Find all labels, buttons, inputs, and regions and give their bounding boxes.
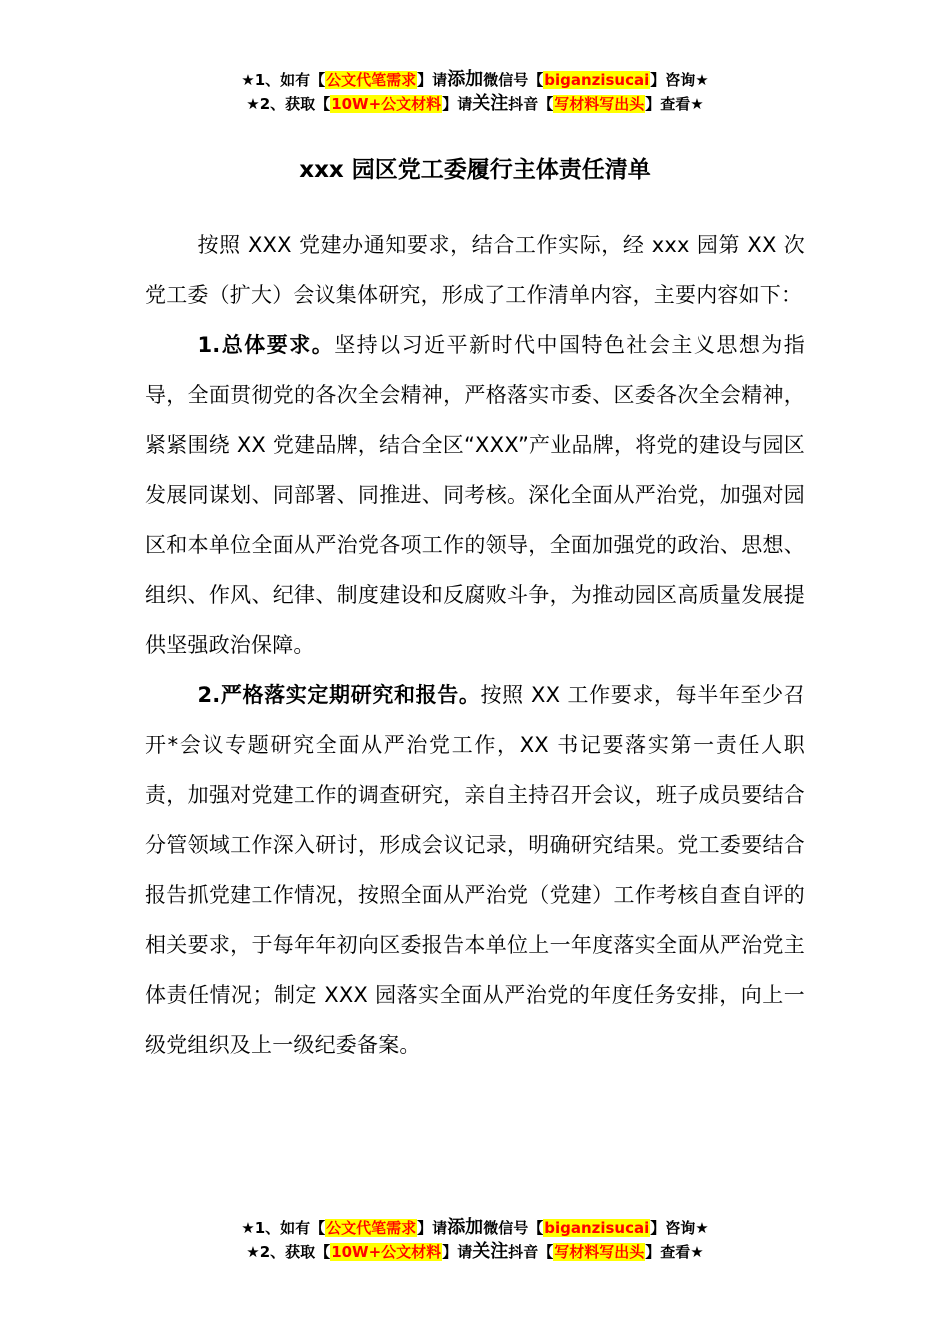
section-paragraph-1 — [145, 320, 805, 670]
banner-text: 抖音【 — [508, 1243, 554, 1261]
section-paragraph-2 — [145, 670, 805, 1070]
banner-wechat-id: biganzisucai — [544, 71, 650, 89]
banner-text: ★1、如有【 — [241, 71, 326, 89]
banner-text: 】请 — [442, 1243, 473, 1261]
banner-text: ★2、获取【 — [246, 95, 331, 113]
banner-text: 】请 — [442, 95, 473, 113]
banner-emphasis: 添加 — [447, 69, 484, 90]
banner-text: ★1、如有【 — [241, 1219, 326, 1237]
banner-line-2 — [0, 92, 950, 116]
banner-text: 】查看★ — [645, 95, 704, 113]
banner-text: 】咨询★ — [650, 1219, 709, 1237]
banner-text: 】查看★ — [645, 1243, 704, 1261]
intro-paragraph: 按照 XXX 党建办通知要求，结合工作实际，经 xxx 园第 XX 次党工委（扩大）会议集体研究，形成了工作清单内容，主要内容如下： — [145, 233, 805, 307]
banner-douyin-id: 写材料写出头 — [554, 1243, 645, 1261]
banner-douyin-id: 写材料写出头 — [554, 95, 645, 113]
banner-highlight: 10W+公文材料 — [331, 95, 442, 113]
banner-highlight: 10W+公文材料 — [331, 1243, 442, 1261]
banner-text: 】请 — [417, 1219, 448, 1237]
footer-banner — [0, 1216, 950, 1264]
section-text: 按照 XX 工作要求，每半年至少召开*会议专题研究全面从严治党工作，XX 书记要落实第一责任人职责，加强对党建工作的调查研究，亲自主持召开会议，班子成员要结合分管领域工作深入研讨，形成会议记录，明确研究结果。党工委要结合报告抓党建工作情况，按照全面从严治党（党建）工作考核自查自评的相关要求，于每年年初向区委报告本单位上一年度落实全面从严治党主体责任情况；制定 XXX 园落实全面从严治党的年度任务安排，向上一级党组织及上一级纪委备案。 — [145, 683, 805, 1057]
section-heading: 1.总体要求。 — [197, 333, 335, 357]
banner-emphasis: 关注 — [472, 1241, 509, 1262]
banner-line-1 — [0, 68, 950, 92]
banner-text: 】请 — [417, 71, 448, 89]
banner-line-2 — [0, 1240, 950, 1264]
banner-highlight: 公文代笔需求 — [326, 1219, 417, 1237]
banner-text: ★2、获取【 — [246, 1243, 331, 1261]
section-text: 坚持以习近平新时代中国特色社会主义思想为指导，全面贯彻党的各次全会精神，严格落实市委、区委各次全会精神，紧紧围绕 XX 党建品牌，结合全区“XXX”产业品牌，将党的建设与园区发展同谋划、同部署、同推进、同考核。深化全面从严治党，加强对园区和本单位全面从严治党各项工作的领导，全面加强党的政治、思想、组织、作风、纪律、制度建设和反腐败斗争，为推动园区高质量发展提供坚强政治保障。 — [145, 333, 805, 657]
banner-highlight: 公文代笔需求 — [326, 71, 417, 89]
banner-line-1 — [0, 1216, 950, 1240]
document-body — [145, 220, 805, 1070]
banner-emphasis: 关注 — [472, 93, 509, 114]
section-heading: 2.严格落实定期研究和报告。 — [197, 683, 481, 707]
banner-text: 】咨询★ — [650, 71, 709, 89]
banner-text: 抖音【 — [508, 95, 554, 113]
banner-emphasis: 添加 — [447, 1217, 484, 1238]
banner-text: 微信号【 — [483, 1219, 544, 1237]
banner-wechat-id: biganzisucai — [544, 1219, 650, 1237]
banner-text: 微信号【 — [483, 71, 544, 89]
document-title: xxx 园区党工委履行主体责任清单 — [299, 157, 651, 183]
header-banner — [0, 68, 950, 116]
